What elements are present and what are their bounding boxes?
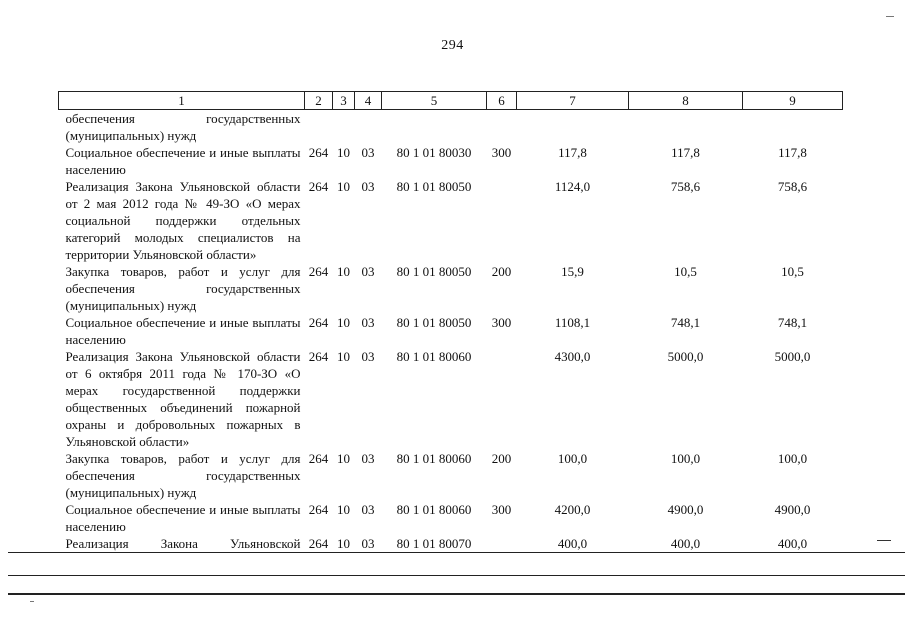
cell-csr: 80 1 01 80050 [396,179,472,194]
section-divider-line [8,552,905,553]
cell-year2: 758,6 [670,179,701,194]
cell-vr [487,535,517,552]
cell-gr: 264 [308,315,329,330]
row-name: Закупка товаров, работ и услуг для обеспечения государственных (муниципальных) нужд [65,451,301,500]
cell-year1 [517,110,629,145]
row-name: Реализация Закона Ульяновской [65,536,301,551]
table-row [59,535,843,552]
cell-year3: 758,6 [777,179,808,194]
column-header: 2 [305,92,333,110]
cell-year3: 100,0 [777,451,808,466]
cell-pr: 03 [361,264,375,279]
column-header: 1 [59,92,305,110]
cell-rz: 10 [337,451,350,466]
row-name: Социальное обеспечение и иные выплаты населению [65,145,301,177]
cell-gr: 264 [308,145,329,160]
cell-year2 [629,110,743,145]
cell-rz: 10 [337,349,350,364]
cell-csr: 80 1 01 80050 [396,264,472,279]
page-number: 294 [441,38,464,53]
cell-gr: 264 [308,264,329,279]
cell-pr: 03 [361,502,375,517]
cell-pr: 03 [361,536,375,551]
cell-csr: 80 1 01 80060 [396,451,472,466]
table-row [59,263,843,314]
cell-csr: 80 1 01 80060 [396,502,472,517]
cell-year3: 4900,0 [774,502,811,517]
cell-rz: 10 [337,502,350,517]
scan-artifact [886,16,894,17]
cell-pr: 03 [361,349,375,364]
cell-vr [487,348,517,450]
column-header: 5 [382,92,487,110]
column-header: 4 [355,92,382,110]
cell-year3: 748,1 [777,315,808,330]
table-row [59,348,843,450]
row-name: Реализация Закона Ульяновской области от 2 мая 2012 года № 49-ЗО «О мерах социальной поддержки отдельных категорий молодых специалистов на территории Ульяновской области» [65,179,301,262]
cell-year3: 400,0 [777,536,808,551]
column-header: 6 [487,92,517,110]
table-body [59,110,843,553]
cell-gr: 264 [308,349,329,364]
table-row [59,501,843,535]
cell-year1: 4300,0 [554,349,591,364]
cell-rz: 10 [337,179,350,194]
table-row [59,314,843,348]
row-name: обеспечения государственных (муниципальных) нужд [65,111,301,143]
cell-pr: 03 [361,179,375,194]
cell-rz [333,110,355,145]
cell-pr: 03 [361,451,375,466]
cell-vr: 300 [491,315,512,330]
cell-rz: 10 [337,264,350,279]
cell-year1: 4200,0 [554,502,591,517]
cell-gr: 264 [308,451,329,466]
cell-vr: 300 [491,502,512,517]
cell-year2: 100,0 [670,451,701,466]
scan-artifact [30,601,34,602]
column-header: 8 [629,92,743,110]
cell-pr [355,110,382,145]
cell-gr: 264 [308,502,329,517]
row-name: Социальное обеспечение и иные выплаты населению [65,315,301,347]
row-name: Закупка товаров, работ и услуг для обеспечения государственных (муниципальных) нужд [65,264,301,313]
cell-rz: 10 [337,145,350,160]
cell-vr [487,110,517,145]
table-row [59,178,843,263]
cell-csr [382,110,487,145]
cell-year2: 5000,0 [667,349,704,364]
cell-year2: 10,5 [674,264,697,279]
column-header: 7 [517,92,629,110]
table-row [59,110,843,145]
cell-csr: 80 1 01 80070 [396,536,472,551]
cell-year3: 5000,0 [774,349,811,364]
cell-year2: 748,1 [670,315,701,330]
cell-year3 [743,110,843,145]
cell-gr: 264 [308,179,329,194]
cell-rz: 10 [337,536,350,551]
cell-pr: 03 [361,315,375,330]
section-divider-line [8,575,905,576]
table-row [59,450,843,501]
cell-year1: 1124,0 [554,179,591,194]
scan-artifact [877,540,891,541]
budget-table [58,91,843,552]
cell-vr: 200 [491,264,512,279]
cell-year1: 117,8 [558,145,587,160]
cell-year3: 10,5 [781,264,804,279]
page-bottom-line [8,593,905,595]
cell-year1: 400,0 [557,536,588,551]
cell-year2: 400,0 [670,536,701,551]
row-name: Социальное обеспечение и иные выплаты населению [65,502,301,534]
column-header: 3 [333,92,355,110]
row-name: Реализация Закона Ульяновской области от 6 октября 2011 года № 170-ЗО «О мерах государственной поддержки общественных объединений пожарной охраны и добровольных пожарных в Ульяновской области» [65,349,301,449]
cell-gr [305,110,333,145]
cell-csr: 80 1 01 80050 [396,315,472,330]
cell-csr: 80 1 01 80030 [396,145,472,160]
cell-gr: 264 [308,536,329,551]
cell-year1: 1108,1 [554,315,591,330]
cell-rz: 10 [337,315,350,330]
table-row [59,144,843,178]
cell-pr: 03 [361,145,375,160]
cell-year1: 15,9 [561,264,584,279]
cell-year3: 117,8 [778,145,807,160]
cell-vr [487,178,517,263]
cell-year1: 100,0 [557,451,588,466]
column-header: 9 [743,92,843,110]
cell-year2: 4900,0 [667,502,704,517]
cell-vr: 300 [491,145,512,160]
cell-year2: 117,8 [671,145,700,160]
table-header [59,92,843,110]
cell-vr: 200 [491,451,512,466]
cell-csr: 80 1 01 80060 [396,349,472,364]
header-row [59,92,843,110]
